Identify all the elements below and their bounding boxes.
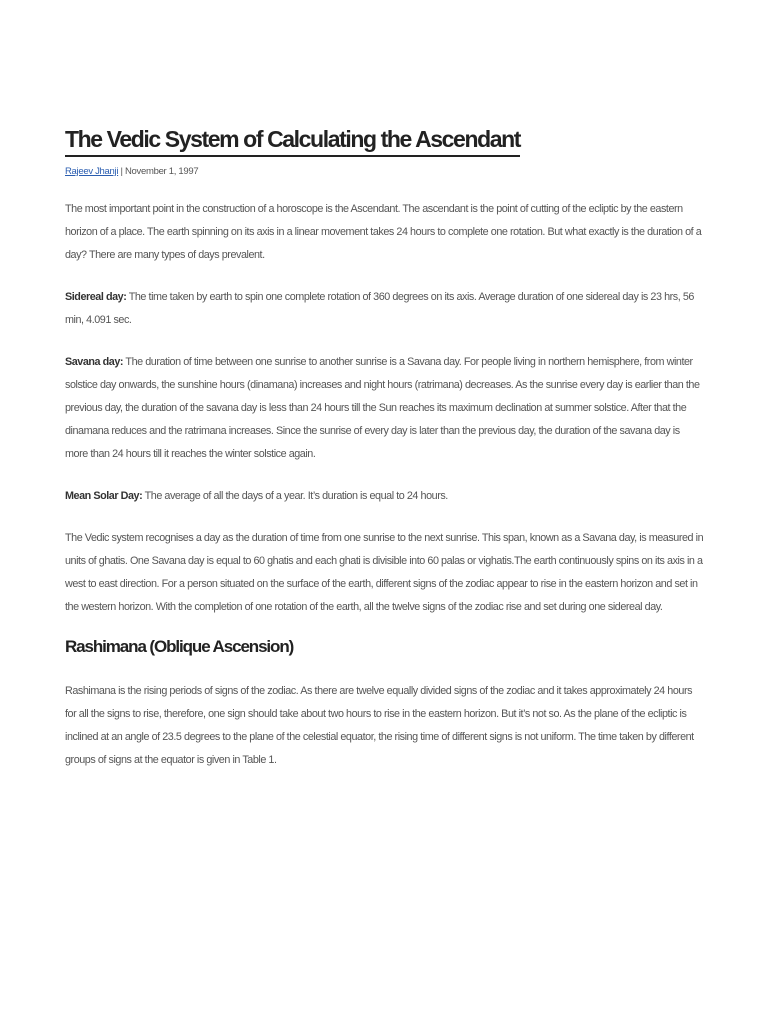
publish-date: November 1, 1997 bbox=[125, 166, 199, 177]
intro-paragraph: The most important point in the construction of a horoscope is the Ascendant. The ascendant is the point of cutting of the ecliptic by the eastern horizon of a place. The earth spinning on its axis in a linear movement takes 24 hours to complete one rotation. But what exactly is the duration of a day? There are many types of days prevalent. bbox=[65, 203, 702, 261]
sidereal-day-text: The time taken by earth to spin one complete rotation of 360 degrees on its axis. Average duration of one sidereal day is 23 hrs, 56 min, 4.091 sec. bbox=[65, 291, 694, 326]
mean-solar-day-term: Mean Solar Day: bbox=[65, 490, 143, 502]
savana-day-term: Savana day: bbox=[65, 356, 124, 368]
sidereal-day-paragraph bbox=[65, 286, 705, 332]
vedic-system-paragraph: The Vedic system recognises a day as the duration of time from one sunrise to the next sunrise. This span, known as a Savana day, is measured in units of ghatis. One Savana day is equal to 60 ghatis and each ghati is divisible into 60 palas or vighatis.The earth continuously spins on its axis in a west to east direction. For a person situated on the surface of the earth, different signs of the zodiac appear to rise in the eastern horizon and set in the western horizon. With the completion of one rotation of the earth, all the twelve signs of the zodiac rise and set during one sidereal day. bbox=[65, 532, 704, 613]
savana-day-text: The duration of time between one sunrise to another sunrise is a Savana day. For people living in northern hemisphere, from winter solstice day onwards, the sunshine hours (dinamana) increases and night hours (ratrimana) decreases. As the sunrise every day is earlier than the previous day, the duration of the savana day is less than 24 hours till the Sun reaches its maximum declination at summer solstice. After that the dinamana reduces and the ratrimana increases. Since the sunrise of every day is later than the previous day, the duration of the savana day is more than 24 hours till it reaches the winter solstice again. bbox=[65, 356, 700, 460]
article bbox=[65, 124, 705, 772]
author-link[interactable]: Rajeev Jhanji bbox=[65, 166, 119, 177]
mean-solar-day-paragraph bbox=[65, 485, 705, 508]
savana-day-paragraph bbox=[65, 351, 705, 466]
byline-separator: | bbox=[118, 166, 125, 177]
mean-solar-day-text: The average of all the days of a year. It’s duration is equal to 24 hours. bbox=[142, 490, 448, 502]
sidereal-day-term: Sidereal day: bbox=[65, 291, 127, 303]
article-title: The Vedic System of Calculating the Ascendant bbox=[65, 124, 520, 157]
rashimana-paragraph: Rashimana is the rising periods of signs of the zodiac. As there are twelve equally divided signs of the zodiac and it takes approximately 24 hours for all the signs to rise, therefore, one sign should take about two hours to rise in the eastern horizon. But it’s not so. As the plane of the ecliptic is inclined at an angle of 23.5 degrees to the plane of the celestial equator, the rising time of different signs is not uniform. The time taken by different groups of signs at the equator is given in Table 1. bbox=[65, 685, 694, 766]
section-heading: Rashimana (Oblique Ascension) bbox=[65, 637, 294, 656]
byline bbox=[65, 165, 705, 179]
